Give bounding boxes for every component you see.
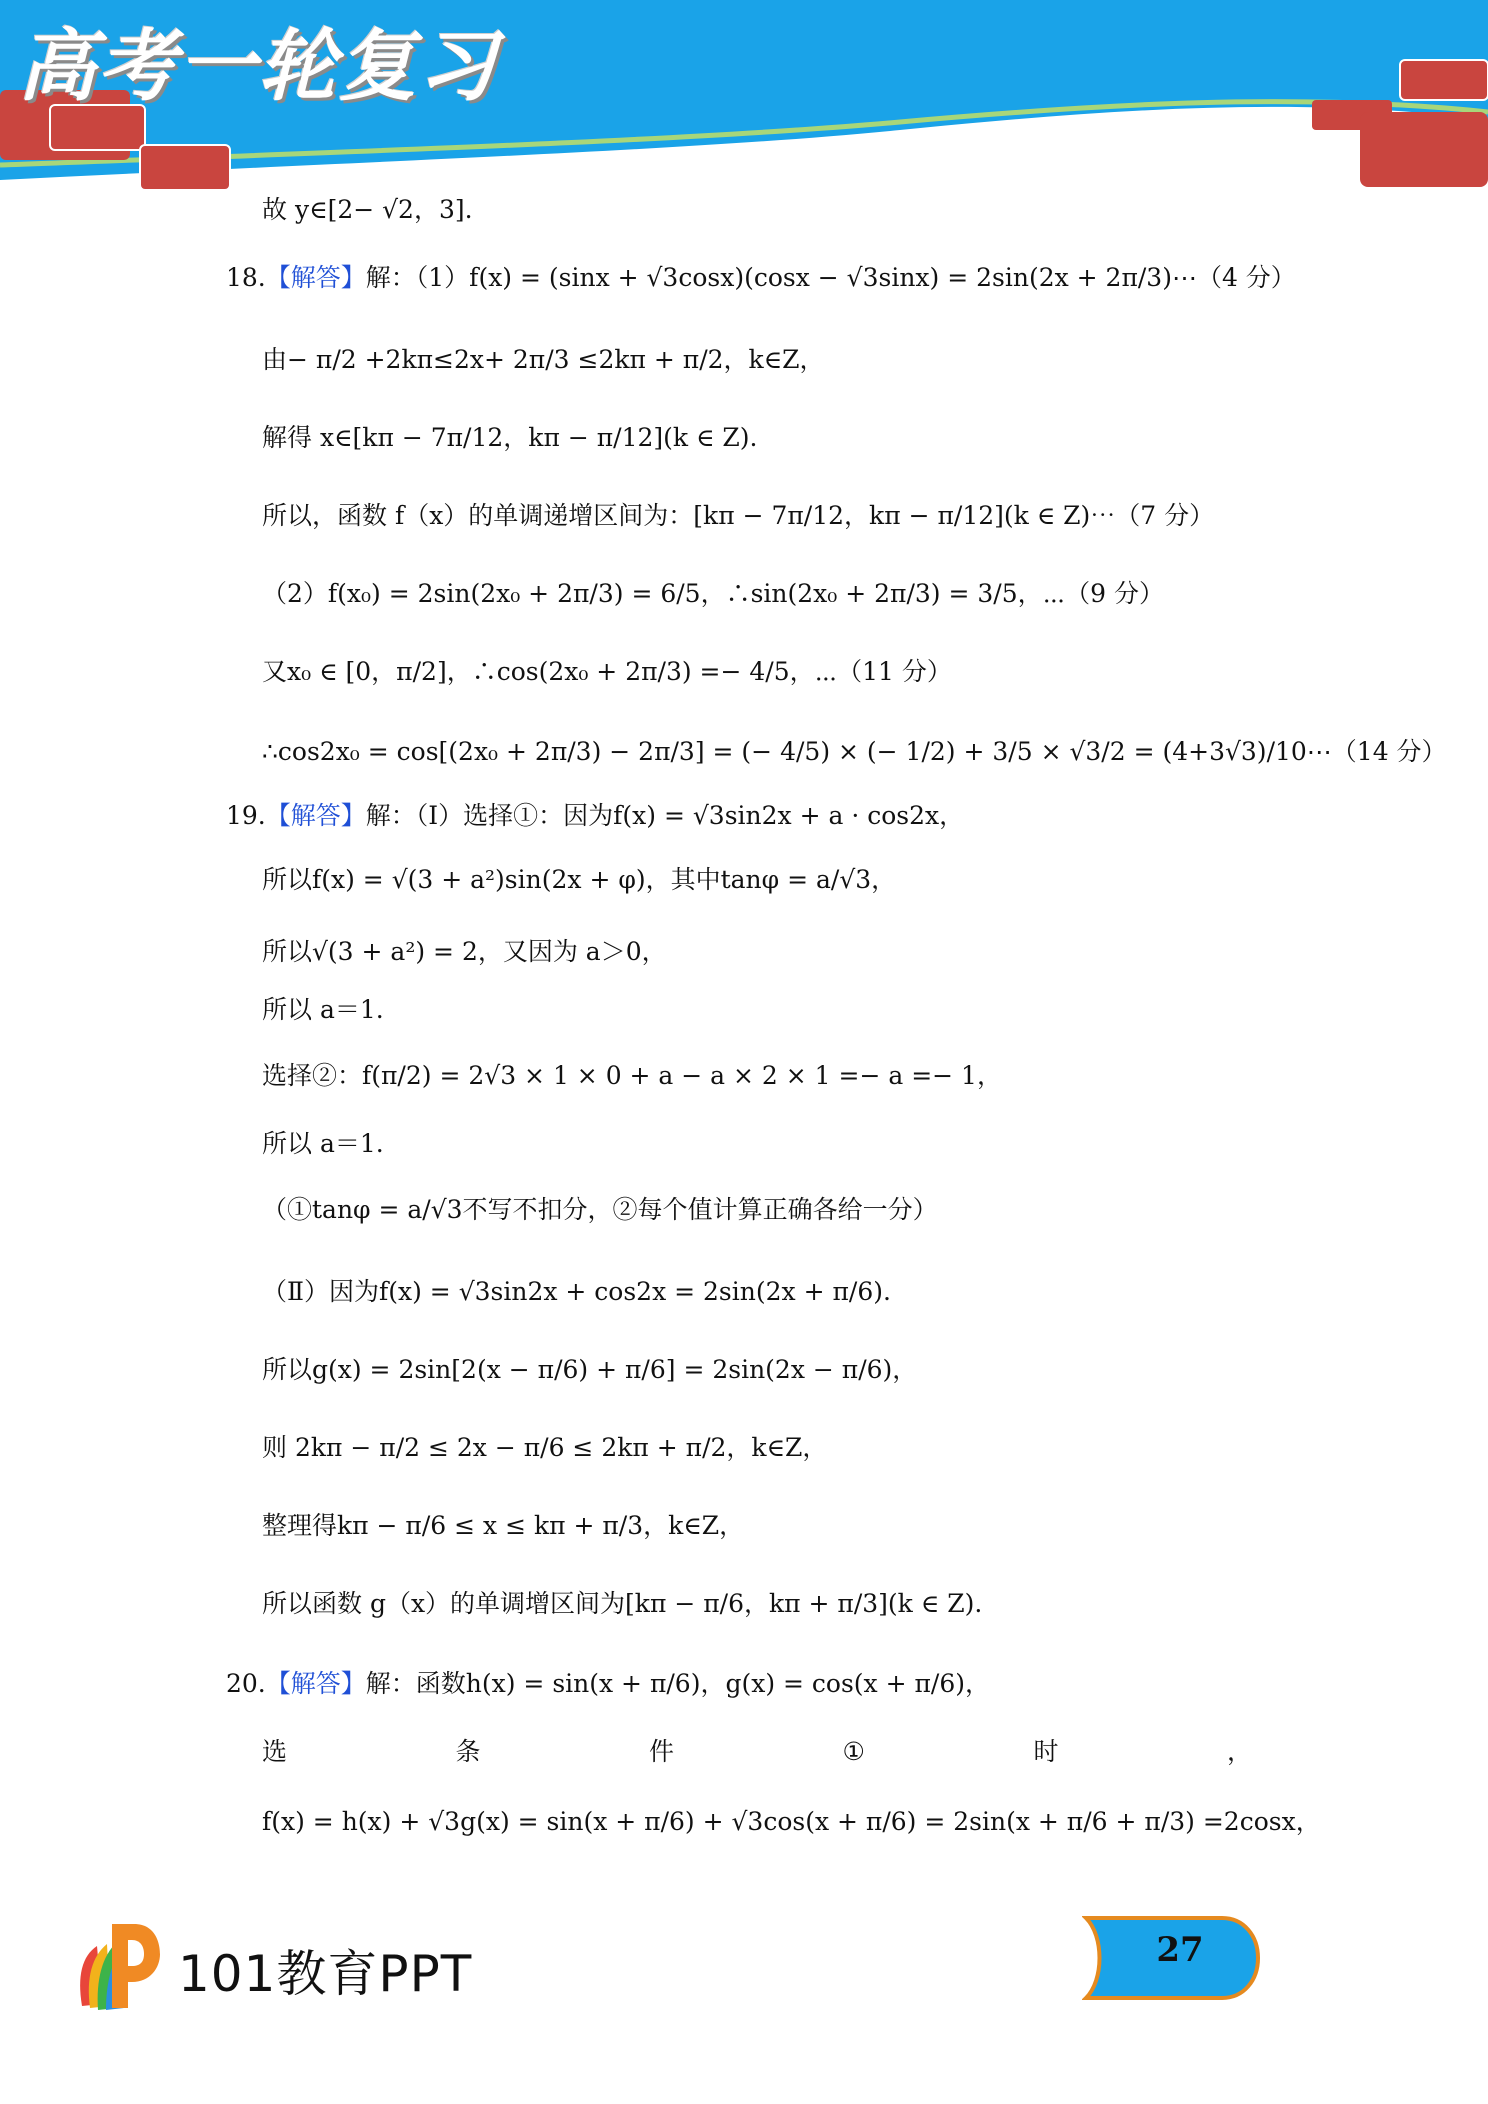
problem-19-line bbox=[226, 796, 964, 836]
footer-brand: 101教育PPT bbox=[178, 1945, 473, 2003]
text-char: 时 bbox=[1033, 1737, 1059, 1766]
text-char: ① bbox=[842, 1737, 865, 1766]
text-line: （2）f(x₀) = 2sin(2x₀ + 2π/3) = 6/5，∴sin(2x₀ + 2π/3) = 3/5，⋯（9 分） bbox=[262, 579, 1164, 608]
text-line: 所以函数 g（x）的单调增区间为[kπ − π/6，kπ + π/3](k ∈ Z). bbox=[262, 1589, 983, 1618]
text-line: 解：（1）f(x) = (sinx + √3cosx)(cosx − √3sinx) = 2sin(2x + 2π/3)⋯（4 分） bbox=[365, 263, 1296, 292]
text-char: ， bbox=[1226, 1737, 1252, 1766]
text-line: 所以 a＝1. bbox=[262, 995, 384, 1024]
text-line: 所以f(x) = √(3 + a²)sin(2x + φ)，其中tanφ = a/√3， bbox=[262, 865, 897, 894]
text-line: 故 y∈[2− √2，3]. bbox=[262, 195, 473, 224]
brand-logo-icon bbox=[72, 1916, 162, 2012]
answer-tag: 【解答】 bbox=[265, 1669, 366, 1698]
text-char: 条 bbox=[455, 1737, 481, 1766]
text-line: 所以，函数 f（x）的单调递增区间为：[kπ − 7π/12，kπ − π/12](k ∈ Z)⋯（7 分） bbox=[262, 501, 1215, 530]
text-line: 解：（Ⅰ）选择①：因为f(x) = √3sin2x + a · cos2x， bbox=[365, 801, 965, 830]
text-line: 所以g(x) = 2sin[2(x − π/6) + π/6] = 2sin(2x − π/6)， bbox=[262, 1355, 918, 1384]
text-line: （Ⅱ）因为f(x) = √3sin2x + cos2x = 2sin(2x + π/6). bbox=[262, 1277, 891, 1306]
text-char: 选 bbox=[262, 1737, 288, 1766]
text-line: 所以 a＝1. bbox=[262, 1129, 384, 1158]
text-char: 件 bbox=[649, 1737, 675, 1766]
header-title: 高考一轮复习 bbox=[18, 22, 499, 112]
answer-tag: 【解答】 bbox=[265, 263, 366, 292]
problem-18-line bbox=[226, 258, 1296, 298]
text-line: 选择②：f(π/2) = 2√3 × 1 × 0 + a − a × 2 × 1 =− a =− 1， bbox=[262, 1061, 1002, 1090]
text-line: 由− π/2 +2kπ≤2x+ 2π/3 ≤2kπ + π/2，k∈Z， bbox=[262, 345, 825, 374]
text-line: ∴cos2x₀ = cos[(2x₀ + 2π/3) − 2π/3] = (− 4/5) × (− 1/2) + 3/5 × √3/2 = (4+3√3)/10⋯（14 分） bbox=[262, 737, 1447, 766]
problem-number: 19. bbox=[226, 801, 266, 830]
problem-number: 20. bbox=[226, 1669, 266, 1698]
answer-tag: 【解答】 bbox=[265, 801, 366, 830]
text-line: 整理得kπ − π/6 ≤ x ≤ kπ + π/3，k∈Z， bbox=[262, 1511, 745, 1540]
page-number: 27 bbox=[1156, 1930, 1204, 1970]
text-line: 又x₀ ∈ [0，π/2]，∴cos(2x₀ + 2π/3) =− 4/5，⋯（11 分） bbox=[262, 657, 952, 686]
spread-text-line bbox=[262, 1732, 1252, 1772]
text-line: 解得 x∈[kπ − 7π/12，kπ − π/12](k ∈ Z). bbox=[262, 423, 758, 452]
problem-number: 18. bbox=[226, 263, 266, 292]
text-line: （①tanφ = a/√3不写不扣分，②每个值计算正确各给一分） bbox=[262, 1195, 938, 1224]
text-line: f(x) = h(x) + √3g(x) = sin(x + π/6) + √3cos(x + π/6) = 2sin(x + π/6 + π/3) =2cosx， bbox=[262, 1807, 1321, 1836]
text-line: 解：函数h(x) = sin(x + π/6)，g(x) = cos(x + π/6)， bbox=[365, 1669, 991, 1698]
text-line: 则 2kπ − π/2 ≤ 2x − π/6 ≤ 2kπ + π/2，k∈Z， bbox=[262, 1433, 828, 1462]
text-line: 所以√(3 + a²) = 2，又因为 a＞0， bbox=[262, 937, 667, 966]
problem-20-line bbox=[226, 1664, 990, 1704]
